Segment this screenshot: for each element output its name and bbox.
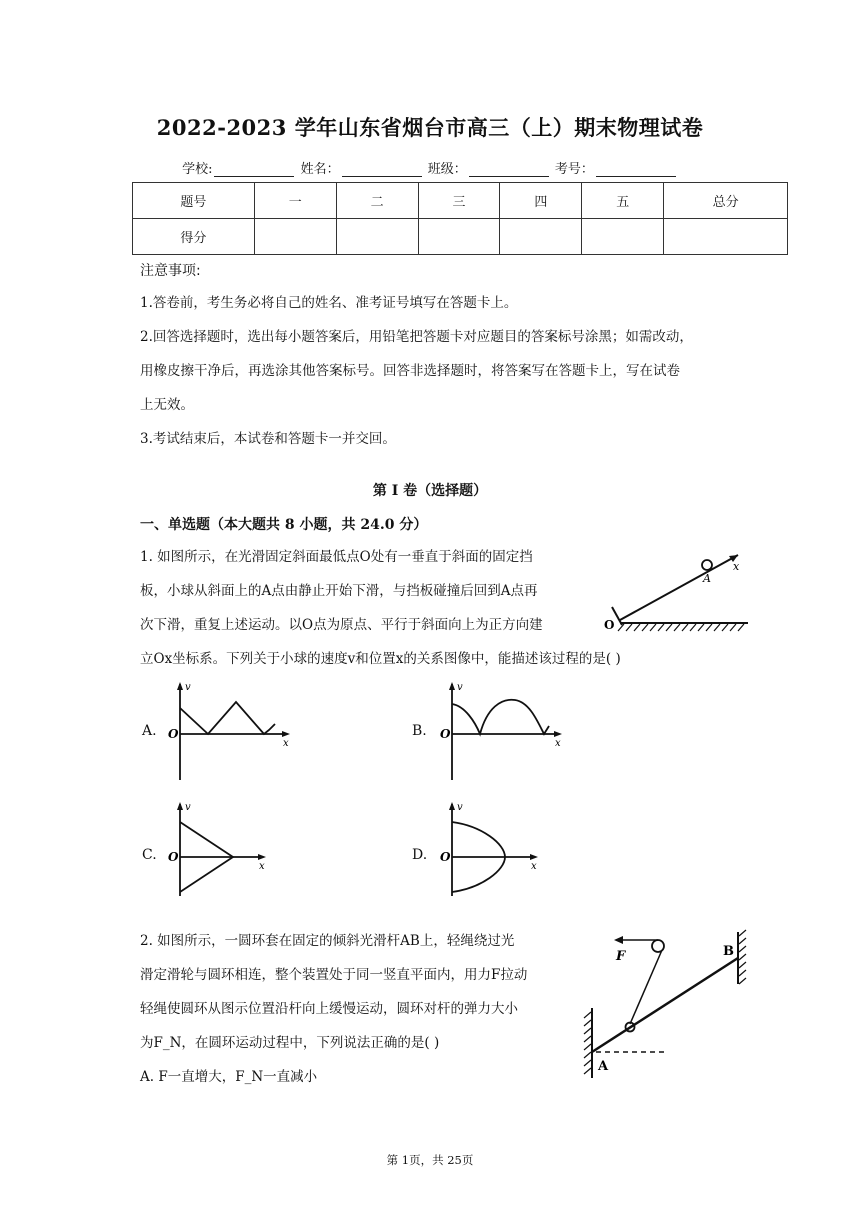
- question-line: 滑定滑轮与圆环相连，整个装置处于同一竖直平面内，用力F拉动: [140, 967, 528, 983]
- question-1-text: [140, 540, 621, 676]
- student-info-line: [0, 158, 860, 177]
- score-table: [132, 182, 788, 255]
- axis-label-o: O: [440, 727, 451, 741]
- note-line: 上无效。: [140, 397, 194, 413]
- score-header-cell: 二: [336, 183, 418, 219]
- score-table-score-row: [133, 219, 788, 255]
- q1-incline-figure: [600, 545, 755, 635]
- notes-title: 注意事项:: [140, 263, 201, 279]
- question-line: 板，小球从斜面上的A点由静止开始下滑，与挡板碰撞后回到A点再: [140, 583, 538, 599]
- q2-label-a: A: [598, 1059, 609, 1074]
- axis-label-x: x: [259, 861, 265, 872]
- score-header-cell: 五: [582, 183, 664, 219]
- section-title: 第 I 卷（选择题）: [372, 483, 488, 499]
- q1-option-a-graph[interactable]: [165, 680, 295, 780]
- q1-option-d-graph[interactable]: [437, 800, 547, 900]
- axis-label-x: x: [283, 738, 289, 749]
- part-title: 一、单选题（本大题共 8 小题，共 24.0 分）: [140, 517, 428, 533]
- question-line: 2. 如图所示，一圆环套在固定的倾斜光滑杆AB上，轻绳绕过光: [140, 933, 515, 949]
- axis-label-o: O: [440, 850, 451, 864]
- axis-label-o: O: [168, 850, 179, 864]
- axis-label-v: v: [457, 682, 463, 693]
- class-label: 班级：: [427, 162, 467, 177]
- page-footer: 第 1页，共 25页: [386, 1153, 474, 1167]
- exam-title: 2022-2023 学年山东省烟台市高三（上）期末物理试卷: [156, 115, 704, 140]
- score-cell: [664, 219, 788, 255]
- axis-label-o: O: [168, 727, 179, 741]
- note-line: 1.答卷前，考生务必将自己的姓名、准考证号填写在答题卡上。: [140, 295, 518, 311]
- school-blank: [214, 164, 294, 177]
- score-cell: [336, 219, 418, 255]
- axis-label-x: x: [555, 738, 561, 749]
- q1-label-x: x: [733, 560, 740, 573]
- q1-option-b-label[interactable]: B.: [412, 723, 427, 739]
- score-row-label: 得分: [133, 219, 255, 255]
- exam-number-label: 考号：: [554, 162, 594, 177]
- score-cell: [254, 219, 336, 255]
- q2-option-a[interactable]: A. F一直增大，F_N一直减小: [140, 1069, 318, 1085]
- question-line: 立Ox坐标系。下列关于小球的速度v和位置x的关系图像中，能描述该过程的是( ): [140, 651, 621, 667]
- q1-label-a: A: [703, 572, 711, 585]
- score-cell: [418, 219, 500, 255]
- score-cell: [500, 219, 582, 255]
- score-header-cell: 题号: [133, 183, 255, 219]
- score-header-cell: 三: [418, 183, 500, 219]
- axis-label-x: x: [531, 861, 537, 872]
- q1-option-c-graph[interactable]: [165, 800, 275, 900]
- class-blank: [469, 164, 549, 177]
- school-label: 学校:: [182, 162, 213, 177]
- axis-label-v: v: [185, 802, 191, 813]
- q1-option-b-graph[interactable]: [437, 680, 567, 780]
- question-line: 1. 如图所示，在光滑固定斜面最低点O处有一垂直于斜面的固定挡: [140, 549, 533, 565]
- name-blank: [342, 164, 422, 177]
- q1-option-a-label[interactable]: A.: [142, 723, 157, 739]
- q2-label-b: B: [723, 944, 734, 959]
- q2-label-f: F: [616, 949, 626, 964]
- question-line: 轻绳使圆环从图示位置沿杆向上缓慢运动，圆环对杆的弹力大小: [140, 1001, 518, 1017]
- q1-option-c-label[interactable]: C.: [142, 847, 157, 863]
- axis-label-v: v: [457, 802, 463, 813]
- exam-number-blank: [596, 164, 676, 177]
- name-label: 姓名：: [300, 162, 340, 177]
- note-line: 用橡皮擦干净后，再选涂其他答案标号。回答非选择题时，将答案写在答题卡上，写在试卷: [140, 363, 680, 379]
- score-header-cell: 一: [254, 183, 336, 219]
- score-header-cell: 总分: [664, 183, 788, 219]
- score-table-header-row: [133, 183, 788, 219]
- question-line: 次下滑，重复上述运动。以O点为原点、平行于斜面向上为正方向建: [140, 617, 543, 633]
- note-line: 2.回答选择题时，选出每小题答案后，用铅笔把答题卡对应题目的答案标号涂黑；如需改动，: [140, 329, 693, 345]
- score-header-cell: 四: [500, 183, 582, 219]
- q2-rod-pulley-figure: [578, 928, 758, 1083]
- question-line: 为F_N，在圆环运动过程中，下列说法正确的是( ): [140, 1035, 440, 1051]
- question-2-text: [140, 924, 580, 1094]
- q1-option-d-label[interactable]: D.: [412, 847, 428, 863]
- score-cell: [582, 219, 664, 255]
- axis-label-v: v: [185, 682, 191, 693]
- note-line: 3.考试结束后，本试卷和答题卡一并交回。: [140, 431, 396, 447]
- notes-list: [140, 286, 750, 456]
- q1-label-o: O: [604, 618, 615, 632]
